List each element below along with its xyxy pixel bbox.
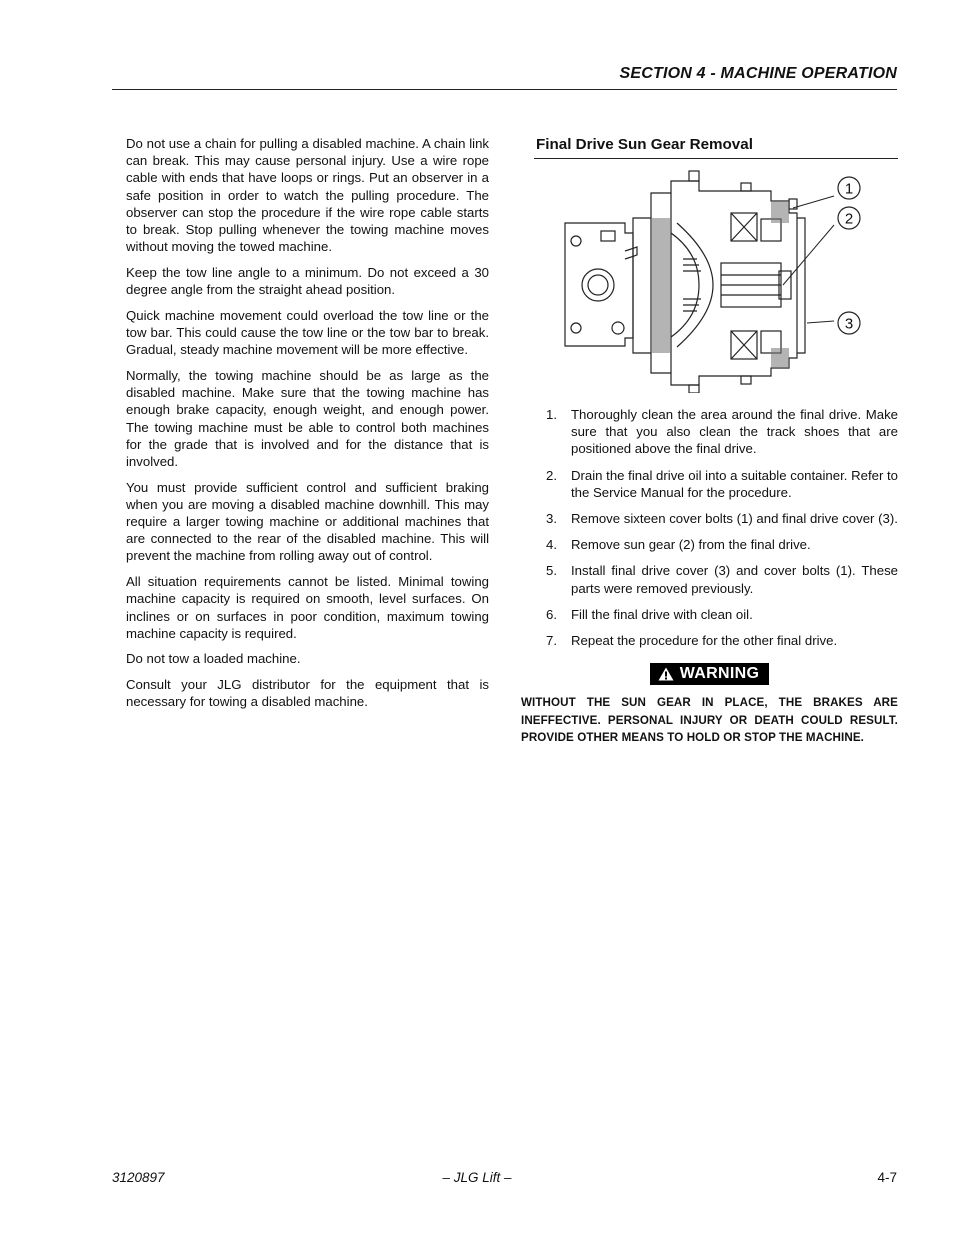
step-item: 6. Fill the final drive with clean oil. (546, 606, 753, 622)
header-rule (112, 89, 897, 90)
paragraph: You must provide sufficient control and sufficient braking when you are moving a disabled machine downhill. This may require a larger towing machine or additional machines that are connected to the rear of the disabled machine. This will prevent the machine from rolling away out of control. (126, 479, 489, 564)
step-item: 1. Thoroughly clean the area around the final drive. Make sure that you also clean the track shoes that are positioned above the final drive. (546, 407, 898, 457)
final-drive-figure (521, 163, 898, 393)
paragraph: Do not use a chain for pulling a disabled machine. A chain link can break. This may cause personal injury. Use a wire rope cable with ends that have loops or rings. Put an observer in a safe position in order to watch the pulling procedure. The observer can stop the procedure if the wire rope cable starts to break. Stop pulling whenever the towing machine moves without moving the towed machine. (126, 136, 489, 255)
warning-text: WITHOUT THE SUN GEAR IN PLACE, THE BRAKES ARE INEFFECTIVE. PERSONAL INJURY OR DEATH COULD RESULT. PROVIDE OTHER MEANS TO HOLD OR STOP THE MACHINE. (521, 696, 898, 745)
left-column (126, 135, 489, 719)
heading-rule (534, 158, 898, 159)
paragraph: Do not tow a loaded machine. (126, 651, 301, 667)
callout-label-1: 1 (844, 180, 854, 198)
step-item: 7. Repeat the procedure for the other final drive. (546, 633, 838, 649)
right-column (521, 135, 898, 746)
paragraph: Consult your JLG distributor for the equipment that is necessary for towing a disabled machine. (126, 677, 489, 710)
footer-center: – JLG Lift – (442, 1170, 512, 1185)
paragraph: Normally, the towing machine should be as large as the disabled machine. Make sure that the towing machine has enough brake capacity, enough weight, and enough power. The towing machine must be able to control both machines for the grade that is involved and for the distance that is involved. (126, 367, 489, 469)
callout-label-3: 3 (844, 315, 854, 333)
warning-badge (650, 663, 769, 685)
step-item: 4. Remove sun gear (2) from the final drive. (546, 537, 811, 553)
procedure-steps (521, 406, 898, 649)
paragraph: All situation requirements cannot be listed. Minimal towing machine capacity is required on smooth, level surfaces. On inclines or on surfaces in poor condition, maximum towing machine capacity is required. (126, 574, 489, 641)
paragraph: Quick machine movement could overload the tow line or the tow bar. This could cause the tow line or the tow bar to break. Gradual, steady machine movement will be more effective. (126, 307, 489, 358)
step-item: 3. Remove sixteen cover bolts (1) and final drive cover (3). (546, 511, 898, 527)
final-drive-drawing (521, 163, 898, 393)
step-item: 5. Install final drive cover (3) and cover bolts (1). These parts were removed previously. (546, 563, 898, 596)
section-title: SECTION 4 - MACHINE OPERATION (619, 65, 897, 82)
callout-label-2: 2 (844, 210, 854, 228)
step-item: 2. Drain the final drive oil into a suitable container. Refer to the Service Manual for the procedure. (546, 467, 898, 500)
warning-block (521, 663, 898, 746)
document-number: 3120897 (112, 1170, 165, 1185)
page-number: 4-7 (877, 1170, 897, 1185)
paragraph: Keep the tow line angle to a minimum. Do not exceed a 30 degree angle from the straight ahead position. (126, 264, 489, 298)
warning-label: WARNING (679, 665, 760, 683)
section-heading: Final Drive Sun Gear Removal (536, 136, 753, 153)
warning-triangle-icon (658, 667, 674, 681)
